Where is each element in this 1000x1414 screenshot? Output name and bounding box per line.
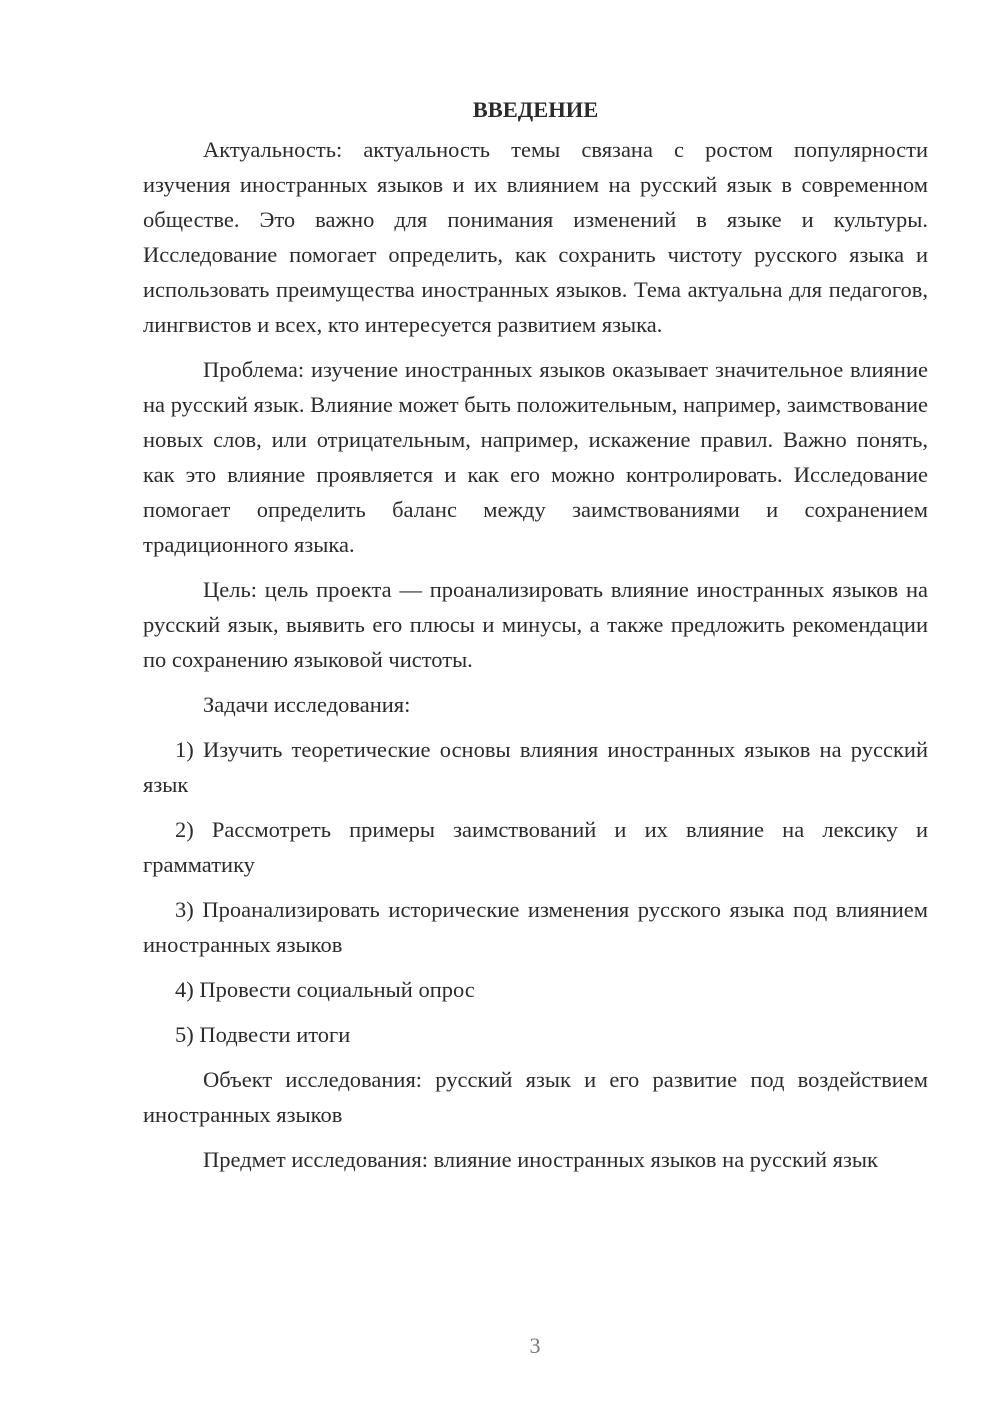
problem-paragraph: Проблема: изучение иностранных языков оказывает значительное влияние на русский язык. Влияние может быть положительным, например, заимствование новых слов, или отрицательным, например, искажение правил. Важно понять, как это влияние проявляется и как его можно контролировать. Исследование помогает определить баланс между заимствованиями и сохранением традиционного языка. <box>143 357 928 557</box>
subject-paragraph: Предмет исследования: влияние иностранных языков на русский язык <box>203 1147 878 1172</box>
task-item: 5) Подвести итоги <box>175 1022 351 1047</box>
tasks-list <box>143 732 928 1052</box>
tasks-heading: Задачи исследования: <box>203 692 411 717</box>
goal-paragraph: Цель: цель проекта — проанализировать влияние иностранных языков на русский язык, выявить его плюсы и минусы, а также предложить рекомендации по сохранению языковой чистоты. <box>143 577 928 672</box>
task-item: 3) Проанализировать исторические изменения русского языка под влиянием иностранных языков <box>143 897 928 957</box>
page-content <box>143 92 928 1187</box>
task-item: 2) Рассмотреть примеры заимствований и их влияние на лексику и грамматику <box>143 817 928 877</box>
task-item: 1) Изучить теоретические основы влияния иностранных языков на русский язык <box>143 737 928 797</box>
page-number: 3 <box>529 1333 541 1358</box>
section-title: ВВЕДЕНИЕ <box>472 97 599 122</box>
object-paragraph: Объект исследования: русский язык и его развитие под воздействием иностранных языков <box>143 1067 928 1127</box>
relevance-paragraph: Актуальность: актуальность темы связана с ростом популярности изучения иностранных языков и их влиянием на русский язык в современном обществе. Это важно для понимания изменений в языке и культуры. Исследование помогает определить, как сохранить чистоту русского языка и использовать преимущества иностранных языков. Тема актуальна для педагогов, лингвистов и всех, кто интересуется развитием языка. <box>143 137 928 337</box>
task-item: 4) Провести социальный опрос <box>175 977 475 1002</box>
